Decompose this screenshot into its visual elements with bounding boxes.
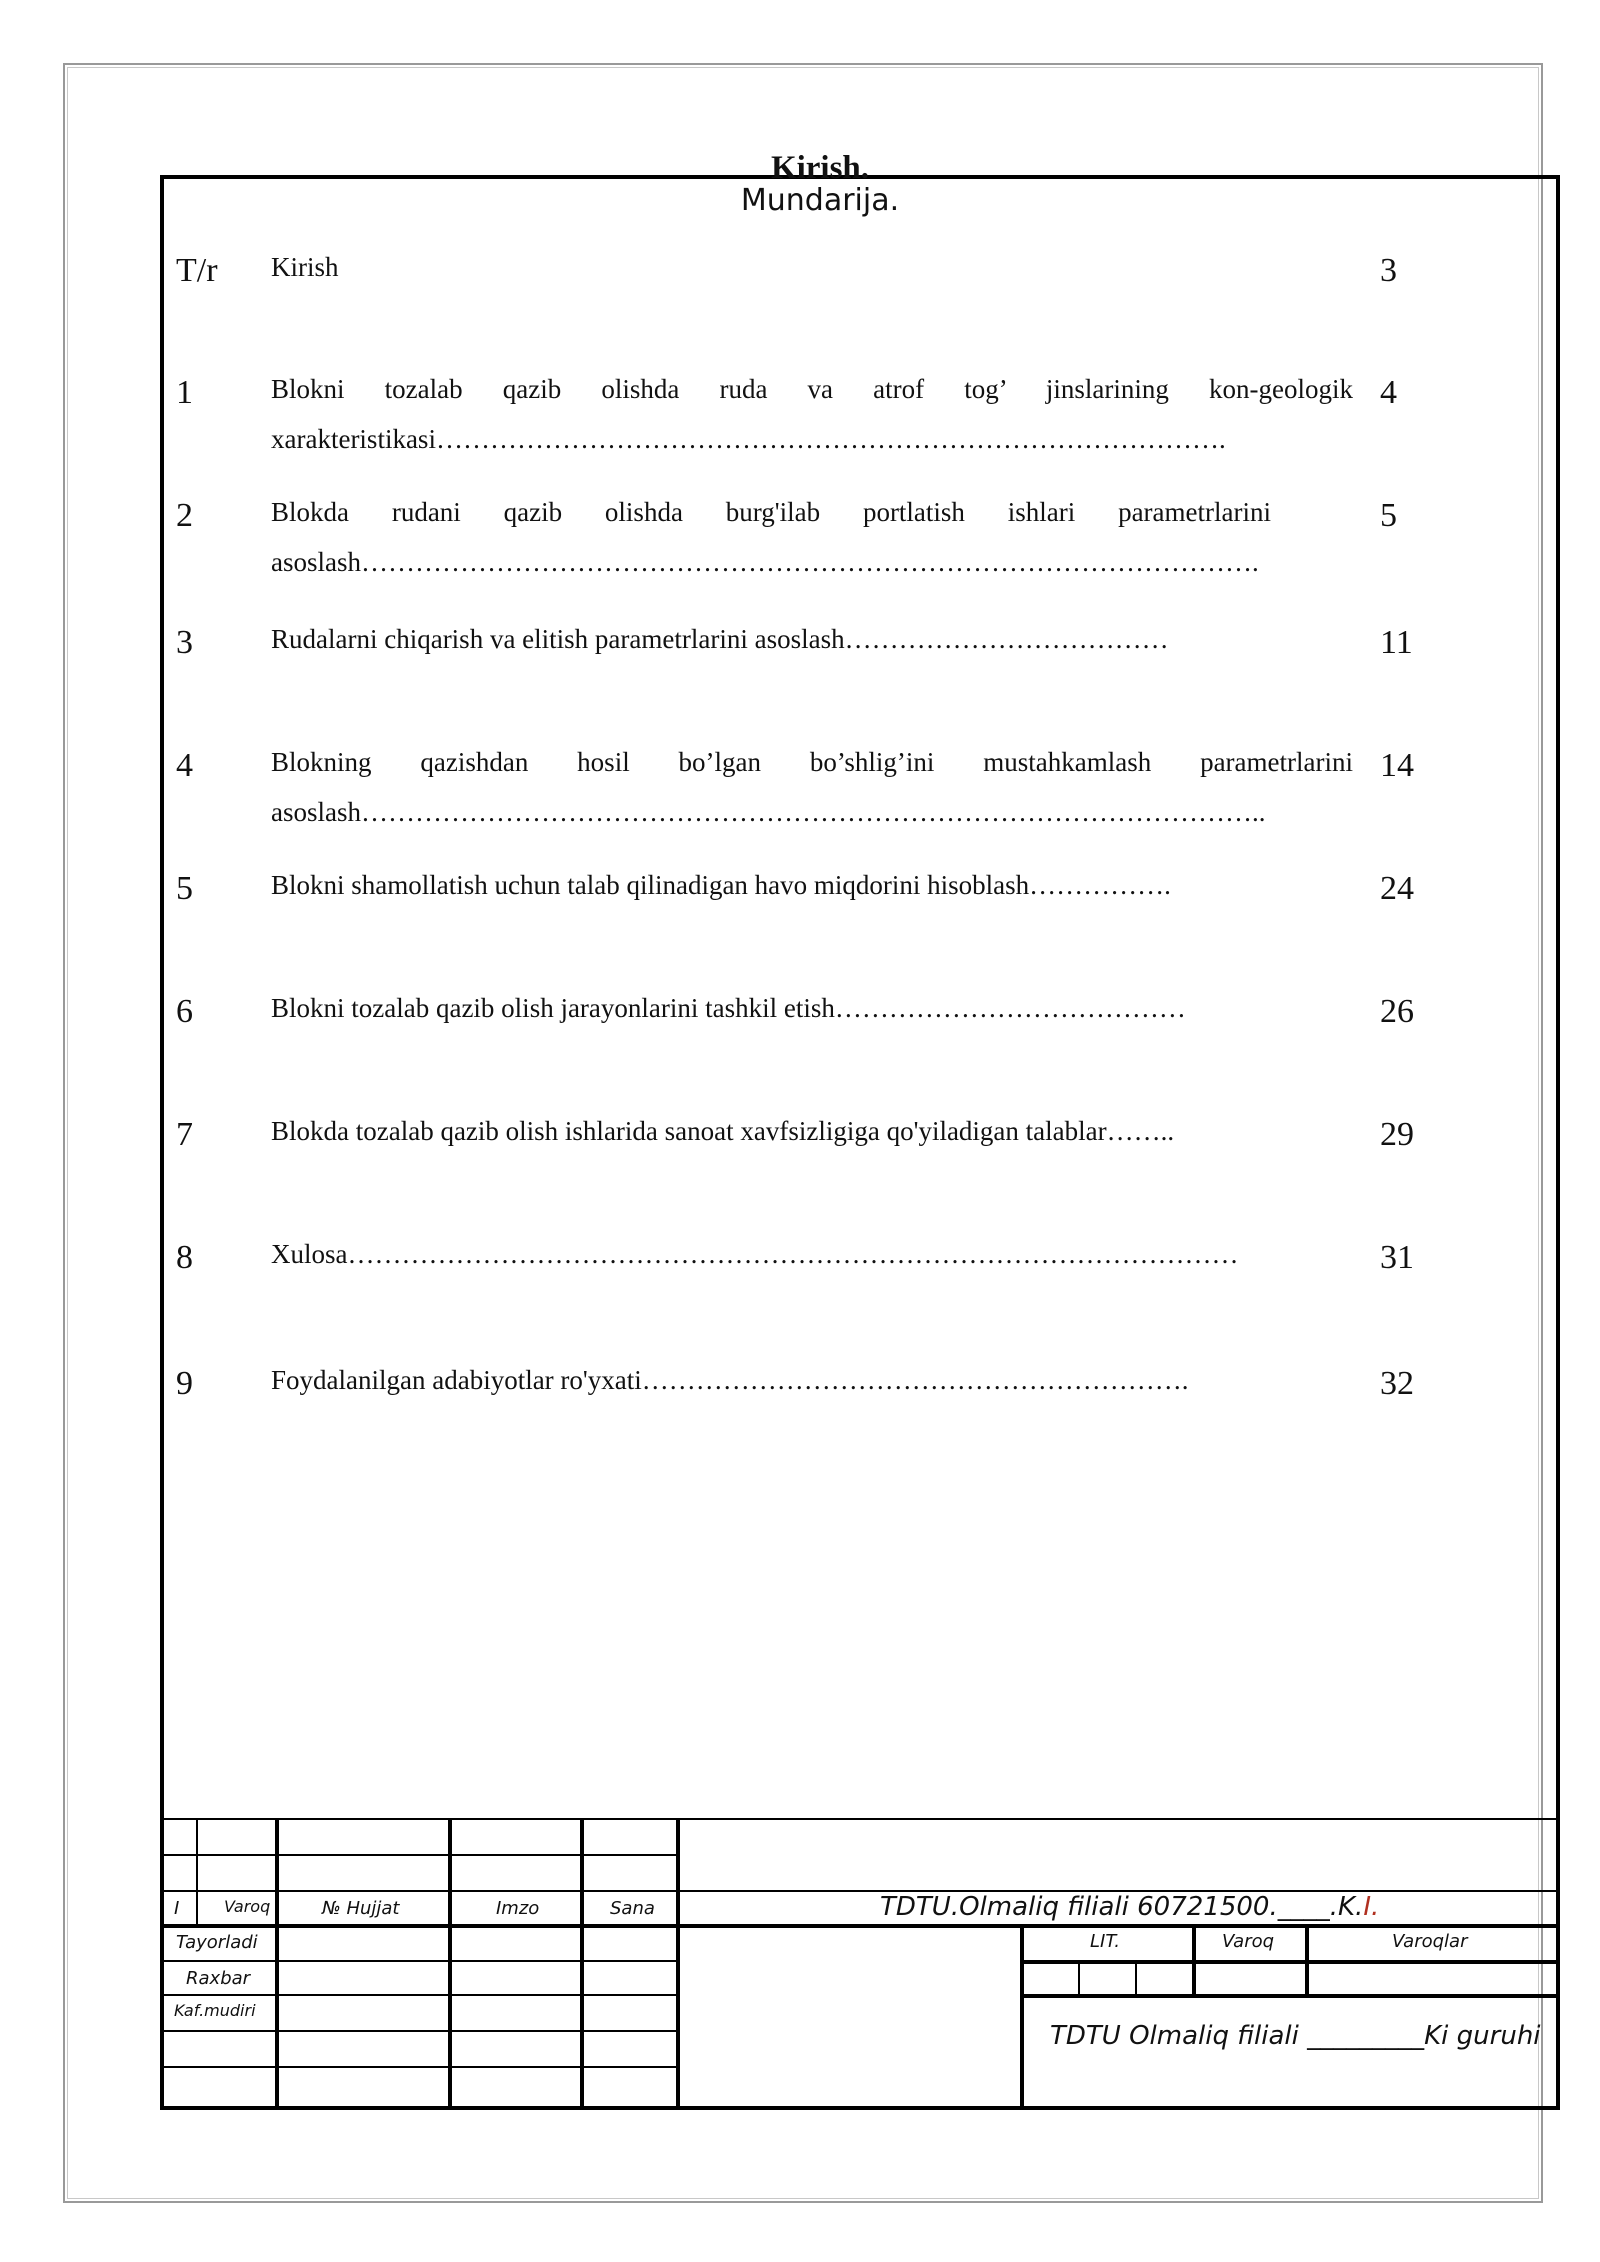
divider (160, 1960, 680, 1962)
divider (1078, 1960, 1080, 1994)
overlap-heading: Kirish. (770, 150, 870, 186)
divider (160, 1818, 1560, 1820)
toc-item-page: 5 (1380, 497, 1397, 534)
toc-item-number: 1 (176, 374, 193, 411)
toc-item-page: 4 (1380, 374, 1397, 411)
stamp-raxbar: Raxbar (186, 1968, 251, 1989)
toc-item-page: 3 (1380, 252, 1397, 289)
toc-item-text: Blokni tozalab qazib olish jarayonlarini tashkil etish………………………………… (271, 993, 1186, 1023)
divider (1023, 1994, 1560, 1998)
toc-item-text: Rudalarni chiqarish va elitish parametrlarini asoslash……………………………… (271, 624, 1169, 654)
toc-item-page: 26 (1380, 993, 1414, 1030)
toc-item-number: 5 (176, 870, 193, 907)
toc-item-number: 9 (176, 1365, 193, 1402)
toc-item-page: 32 (1380, 1365, 1414, 1402)
stamp-kaf-mudiri: Kaf.mudiri (174, 2001, 256, 2020)
toc-item-text: Blokni tozalab qazib olishda ruda va atrof tog’ jinslarining kon-geologik xarakteristikasi……………………………………………………………………………. (271, 374, 1353, 454)
page-title: Mundarija. (740, 183, 900, 218)
toc-item-number: 6 (176, 993, 193, 1030)
divider (160, 1994, 680, 1996)
divider (160, 2030, 680, 2032)
toc-item-text: Kirish (271, 252, 339, 282)
toc-item-page: 29 (1380, 1116, 1414, 1153)
toc-item-page: 14 (1380, 747, 1414, 784)
toc-item-page: 31 (1380, 1239, 1414, 1276)
divider (1023, 1960, 1560, 1964)
divider (160, 2066, 680, 2068)
toc-item-text: Xulosa……………………………………………………………………………………… (271, 1239, 1239, 1269)
toc-item-number: 4 (176, 747, 193, 784)
title-block (160, 1818, 1560, 2108)
toc-item-number: 2 (176, 497, 193, 534)
stamp-col-imzo: Imzo (496, 1898, 540, 1919)
toc-item-text: Foydalanilgan adabiyotlar ro'yxati……………………………………………………. (271, 1365, 1189, 1395)
stamp-col-sana: Sana (610, 1898, 655, 1919)
divider (1020, 1924, 1024, 2108)
stamp-col-i: I (174, 1898, 180, 1919)
divider (275, 1818, 279, 2108)
stamp-col-hujjat: № Hujjat (322, 1898, 400, 1919)
stamp-lit: LIT. (1090, 1931, 1120, 1952)
divider (580, 1818, 584, 2108)
stamp-varoqlar: Varoqlar (1392, 1931, 1468, 1952)
divider (1192, 1924, 1196, 1994)
toc-item-page: 11 (1380, 624, 1413, 661)
stamp-tayorladi: Tayorladi (176, 1932, 258, 1953)
divider (676, 1818, 680, 2108)
toc-item-text: Blokda rudani qazib olishda burg'ilab portlatish ishlari parametrlarini asoslash………………………………………………………………………………………. (271, 497, 1271, 577)
toc-item-text: Blokni shamollatish uchun talab qilinadigan havo miqdorini hisoblash……………. (271, 870, 1171, 900)
toc-item-number: 8 (176, 1239, 193, 1276)
toc-col-header: T/r (176, 252, 218, 289)
divider (160, 1854, 680, 1856)
toc-item-text: Blokning qazishdan hosil bo’lgan bo’shlig’ini mustahkamlash parametrlarini asoslash……………………………………………………………………………………….. (271, 747, 1353, 827)
stamp-col-varoq: Varoq (224, 1897, 271, 1916)
toc-item-number: 7 (176, 1116, 193, 1153)
divider (448, 1818, 452, 2108)
divider (1135, 1960, 1137, 1994)
toc-item-number: 3 (176, 624, 193, 661)
divider (196, 1818, 198, 1924)
toc-item-text: Blokda tozalab qazib olish ishlarida sanoat xavfsizligiga qo'yiladigan talablar…….. (271, 1116, 1175, 1146)
divider (160, 1924, 1560, 1928)
group-text: TDTU Olmaliq filiali _________Ki guruhi (1050, 2021, 1541, 2051)
document-code: TDTU.Olmaliq filiali 60721500.____.K.I. (880, 1892, 1380, 1922)
divider (1305, 1924, 1309, 1994)
stamp-varoq: Varoq (1222, 1931, 1275, 1952)
toc-item-page: 24 (1380, 870, 1414, 907)
